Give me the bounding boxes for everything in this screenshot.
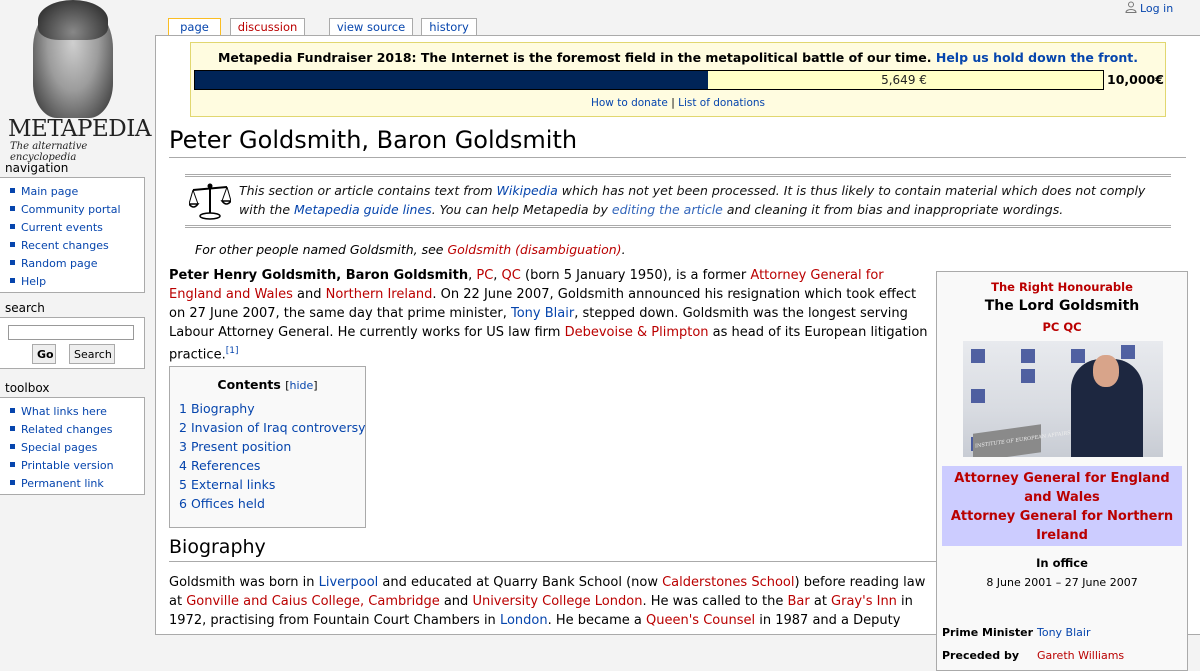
tab-history-label: history (429, 20, 469, 34)
nav-recent-changes[interactable]: Recent changes (10, 237, 144, 255)
pm-link[interactable]: Tony Blair (1037, 626, 1091, 639)
infobox-in-office: In office (1036, 556, 1088, 570)
grays-inn-link[interactable]: Gray's Inn (831, 594, 897, 609)
tab-view-source-label: view source (336, 20, 406, 34)
navigation-portlet (0, 177, 145, 293)
guidelines-link[interactable]: Metapedia guide lines (293, 202, 432, 217)
login-label: Log in (1140, 2, 1174, 15)
biography-heading: Biography (169, 536, 266, 558)
toc-item-iraq[interactable]: 2 Invasion of Iraq controversy (179, 420, 366, 435)
go-button[interactable]: Go (32, 344, 56, 364)
reference-1-link[interactable]: [1] (225, 346, 239, 356)
toc-item-biography[interactable]: 1 Biography (179, 401, 255, 416)
bar-link[interactable]: Bar (787, 594, 810, 609)
notice-text: This section or article contains text from Wikipedia which has not yet been processed. It is thus likely to contain material which does not comply with the Metapedia guide lines. You can help Metapedia by editing the article and cleaning it from bias and inappropriate wordings. (239, 183, 1146, 217)
wikipedia-notice (185, 174, 1171, 228)
donation-goal: 10,000€ (1107, 72, 1164, 87)
infobox-preceded-row (942, 649, 1124, 662)
toc-item-offices-held[interactable]: 6 Offices held (179, 496, 265, 511)
lead-paragraph: Peter Henry Goldsmith, Baron Goldsmith, PC, QC (born 5 January 1950), is a former Attorney General for England and Wales and Northern Ireland. On 22 June 2007, Goldsmith announced his resignation which took effect on 27 June 2007, the same day that prime minister, Tony Blair, stepped down. Goldsmith was the longest serving Labour Attorney General. He currently works for US law firm Debevoise & Plimpton as head of its European litigation practice.[1] (169, 268, 928, 363)
table-of-contents (169, 366, 366, 528)
toolbox-related-changes[interactable]: Related changes (10, 421, 144, 439)
edit-article-link[interactable]: editing the article (611, 202, 723, 217)
ucl-link[interactable]: University College London (472, 594, 643, 609)
tab-page[interactable] (168, 18, 221, 36)
fundraiser-message (191, 50, 1165, 65)
toc-item-external-links[interactable]: 5 External links (179, 477, 276, 492)
qc-link[interactable]: QC (501, 268, 521, 283)
nav-community-portal[interactable]: Community portal (10, 201, 144, 219)
preceded-link[interactable]: Gareth Williams (1037, 649, 1125, 662)
tab-discussion-label: discussion (237, 20, 298, 34)
tony-blair-link[interactable]: Tony Blair (510, 306, 575, 321)
fundraiser-text: Metapedia Fundraiser 2018: The Internet is the foremost field in the metapolitical battle of our time. (217, 50, 932, 65)
wikipedia-link[interactable]: Wikipedia (496, 183, 558, 198)
bust-hair (38, 0, 108, 40)
site-logo[interactable] (0, 0, 151, 163)
photo-face (1093, 355, 1119, 387)
title-divider (169, 157, 1186, 158)
toolbox-heading: toolbox (5, 381, 50, 395)
nav-random-page[interactable]: Random page (10, 255, 144, 273)
toc-title: Contents [hide] (217, 377, 318, 392)
pc-link[interactable]: PC (476, 268, 494, 283)
caius-link[interactable]: Gonville and Caius College, Cambridge (186, 594, 440, 609)
list-of-donations-link[interactable]: List of donations (678, 97, 766, 109)
fundraiser-links (191, 97, 1165, 109)
infobox-post-nominals: PC QC (1042, 320, 1082, 334)
tab-history[interactable] (421, 18, 477, 36)
toc-item-present-position[interactable]: 3 Present position (179, 439, 292, 454)
nav-current-events[interactable]: Current events (10, 219, 144, 237)
toolbox-what-links-here[interactable]: What links here (10, 403, 144, 421)
debevoise-link[interactable]: Debevoise & Plimpton (564, 325, 709, 340)
infobox (936, 271, 1188, 671)
nav-main-page[interactable]: Main page (10, 183, 144, 201)
toolbox-printable-version[interactable]: Printable version (10, 457, 144, 475)
preceded-label: Preceded by (942, 649, 1020, 662)
hatnote: For other people named Goldsmith, see Goldsmith (disambiguation). (195, 242, 626, 257)
liverpool-link[interactable]: Liverpool (318, 575, 379, 590)
tab-discussion[interactable] (230, 18, 305, 36)
logo-tagline: The alternative encyclopedia (10, 141, 88, 163)
infobox-photo[interactable] (963, 341, 1163, 457)
infobox-name: The Lord Goldsmith (984, 298, 1140, 314)
infobox-pm-row (942, 626, 1090, 639)
nav-help[interactable]: Help (10, 273, 144, 291)
toc-hide-link[interactable]: hide (289, 379, 314, 392)
tab-page-label: page (180, 20, 209, 34)
tab-view-source[interactable] (329, 18, 413, 36)
help-front-link[interactable]: Help us hold down the front. (935, 50, 1138, 65)
photo-podium (973, 424, 1071, 457)
podium-sign: INSTITUTE OF EUROPEAN AFFAIRS (975, 430, 1071, 450)
toolbox-portlet (0, 397, 145, 495)
infobox-dates: 8 June 2001 – 27 June 2007 (986, 576, 1138, 589)
biography-divider (169, 561, 937, 562)
search-heading: search (5, 301, 45, 315)
navigation-heading: navigation (5, 161, 69, 175)
scales-icon (189, 182, 231, 220)
london-link[interactable]: London (499, 613, 548, 628)
northern-ireland-link[interactable]: Northern Ireland (325, 287, 433, 302)
search-button[interactable]: Search (69, 344, 115, 364)
office-ag-england-link[interactable]: Attorney General for England and Wales (954, 471, 1170, 505)
attorney-general-link[interactable]: Attorney General for England and Wales (169, 268, 884, 302)
calderstones-link[interactable]: Calderstones School (662, 575, 795, 590)
queens-counsel-link[interactable]: Queen's Counsel (646, 613, 756, 628)
biography-paragraph: Goldsmith was born in Liverpool and educated at Quarry Bank School (now Calderstones School) before reading law at Gonville and Caius College, Cambridge and University College London. He was called to the Bar at Gray's Inn in 1972, practising from Fountain Court Chambers in London. He became a Queen's Counsel in 1987 and a Deputy (169, 575, 926, 628)
toolbox-special-pages[interactable]: Special pages (10, 439, 144, 457)
how-to-donate-link[interactable]: How to donate (590, 97, 668, 109)
donation-progress-fill (195, 71, 708, 89)
office-ag-ni-link[interactable]: Attorney General for Northern Ireland (950, 509, 1174, 543)
fundraiser-banner (190, 42, 1166, 117)
toc-item-references[interactable]: 4 References (179, 458, 261, 473)
user-icon (1125, 1, 1137, 13)
donation-progress-bar (194, 70, 1104, 90)
pm-label: Prime Minister (942, 626, 1034, 639)
content-area (155, 35, 1200, 662)
donation-raised-amount: 5,649 € (881, 73, 927, 87)
logo-wordmark: METAPEDIA (8, 116, 151, 142)
search-input[interactable] (8, 325, 134, 340)
toolbox-permanent-link[interactable]: Permanent link (10, 475, 144, 493)
infobox-honorific: The Right Honourable (991, 280, 1133, 294)
search-portlet (0, 317, 145, 369)
login-link[interactable] (1125, 1, 1173, 15)
disambiguation-link[interactable]: Goldsmith (disambiguation) (447, 242, 622, 257)
link-separator: | (671, 97, 675, 109)
page-title: Peter Goldsmith, Baron Goldsmith (169, 126, 578, 154)
infobox-office (942, 466, 1182, 546)
